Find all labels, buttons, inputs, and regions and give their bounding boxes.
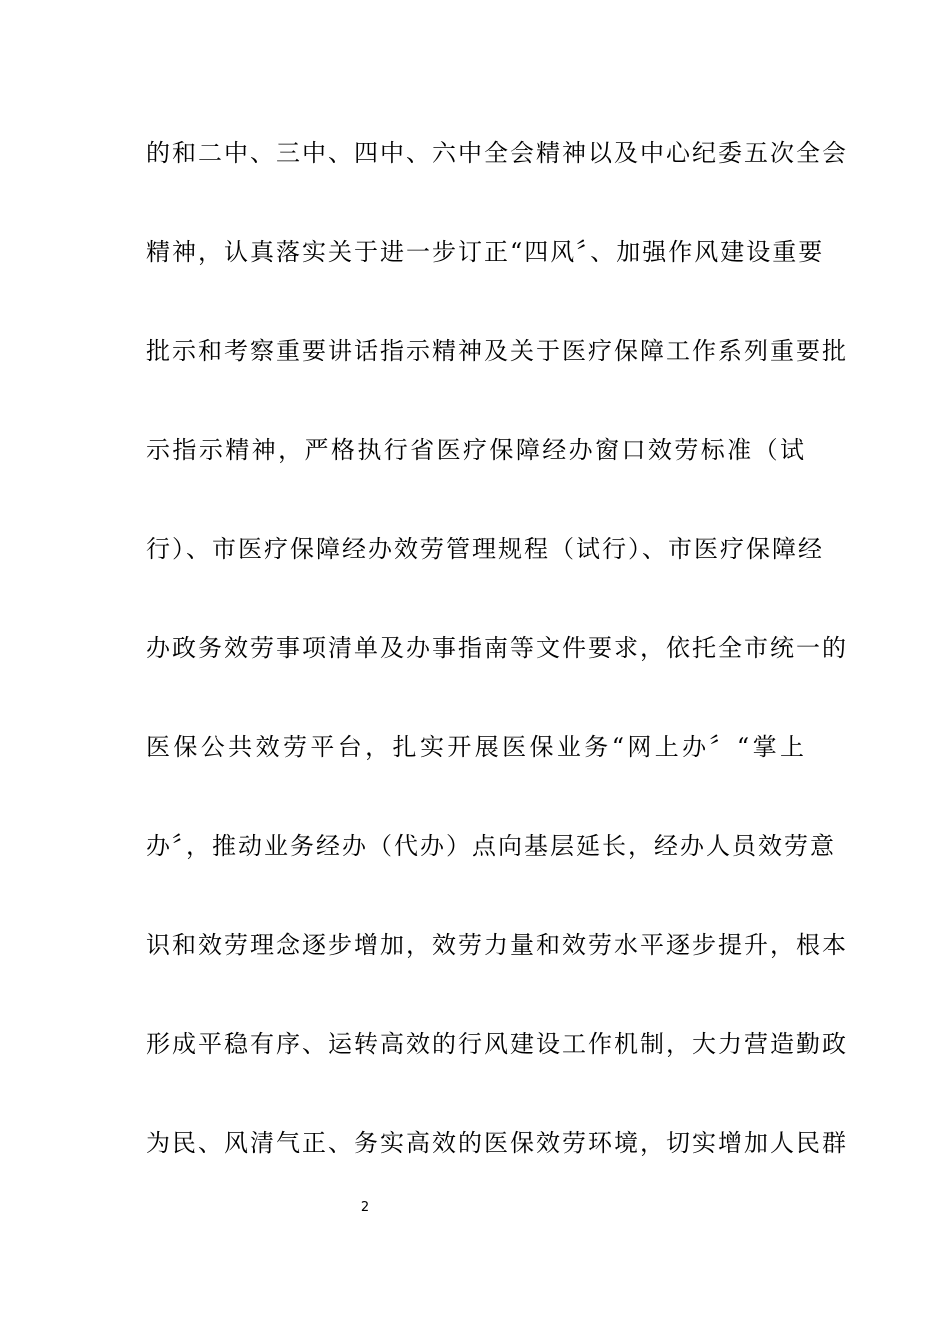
page-number: 2	[360, 1200, 370, 1215]
text-line-2: 精神，认真落实关于进一步订正“四风〞、加强作风建设重要	[146, 238, 825, 266]
text-line-3: 批示和考察重要讲话指示精神及关于医疗保障工作系列重要批	[146, 337, 848, 365]
text-line-5: 行）、市医疗保障经办效劳管理规程（试行）、市医疗保障经	[146, 535, 824, 563]
text-line-10: 形成平稳有序、运转高效的行风建设工作机制，大力营造勤政	[146, 1030, 848, 1058]
text-line-8: 办〞，推动业务经办（代办）点向基层延长，经办人员效劳意	[146, 832, 836, 860]
text-line-7: 医保公共效劳平台，扎实开展医保业务“网上办〞“掌上	[146, 733, 806, 761]
text-line-1: 的和二中、三中、四中、六中全会精神以及中心纪委五次全会	[146, 139, 848, 167]
text-line-4: 示指示精神，严格执行省医疗保障经办窗口效劳标准（试	[146, 436, 806, 464]
text-line-6: 办政务效劳事项清单及办事指南等文件要求，依托全市统一的	[146, 634, 848, 662]
text-line-9: 识和效劳理念逐步增加，效劳力量和效劳水平逐步提升，根本	[146, 931, 848, 959]
text-line-11: 为民、风清气正、务实高效的医保效劳环境，切实增加人民群	[146, 1129, 848, 1157]
